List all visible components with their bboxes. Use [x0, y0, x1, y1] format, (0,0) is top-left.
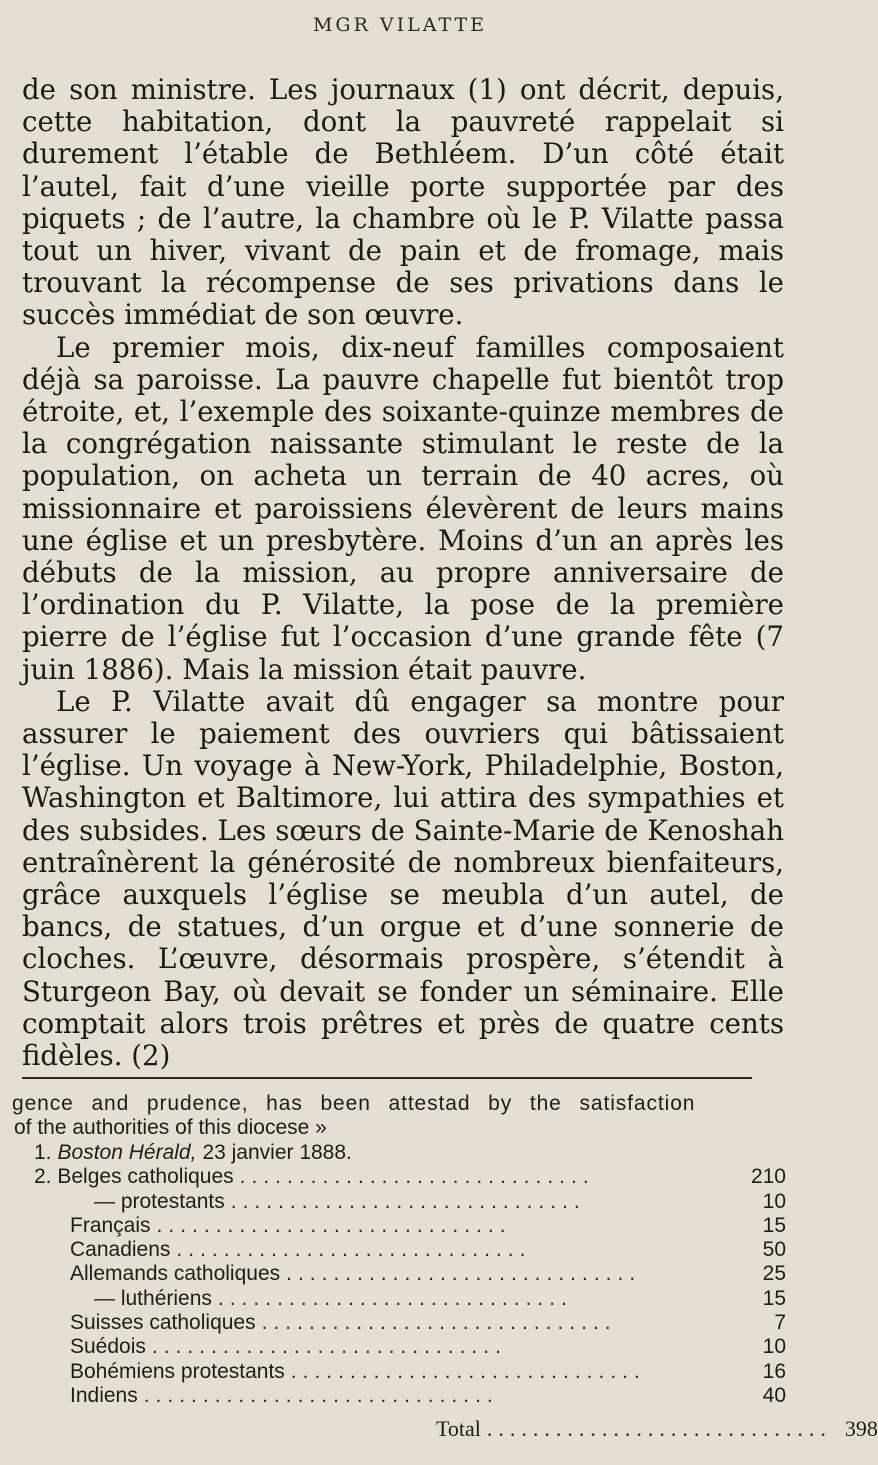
- paragraph-watch-pledge: Le P. Vilatte avait dû engager sa montre pour assurer le paiement des ouvriers qui bâtissaient l’église. Un voyage à New-York, Philadelphie, Boston, Washington et Baltimore, lui attira des sympathies et des subsides. Les sœurs de Sainte-Marie de Kenoshah entraînèrent la générosité de nombreux bienfaiteurs, grâce auxquels l’église se meubla d’un autel, de bancs, de statues, d’un orgue et d’une sonnerie de cloches. L’œuvre, désormais prospère, s’étendit à Sturgeon Bay, où devait se fonder un séminaire. Elle comptait alors trois prêtres et près de quatre cents fidèles. (2): [22, 684, 784, 1073]
- census-row: [34, 1190, 786, 1214]
- footnote-1-source: Boston Hérald,: [57, 1141, 197, 1164]
- dot-leader: ..............................: [151, 1335, 507, 1359]
- census-label: Français: [70, 1213, 151, 1237]
- census-label: Belges catholiques: [57, 1165, 234, 1189]
- census-row: [34, 1238, 786, 1262]
- main-text: [22, 74, 784, 1072]
- census-row: [34, 1360, 786, 1384]
- census-value: 210: [750, 1165, 786, 1189]
- census-value: 25: [762, 1262, 786, 1286]
- census-value: 50: [762, 1238, 786, 1262]
- census-value: 10: [762, 1189, 786, 1213]
- census-label: — luthériens: [94, 1286, 212, 1310]
- census-label: Suisses catholiques: [70, 1311, 256, 1335]
- footnote-1-number: 1.: [34, 1141, 52, 1164]
- paragraph-first-month: Le premier mois, dix-neuf familles composaient déjà sa paroisse. La pauvre chapelle fut bientôt trop étroite, et, l’exemple des soixante-quinze membres de la congrégation naissante stimulant le reste de la population, on acheta un terrain de 40 acres, où missionnaire et paroissiens élevèrent de leurs mains une église et un presbytère. Moins d’un an après les débuts de la mission, au propre anniversaire de l’ordination du P. Vilatte, la pose de la première pierre de l’église fut l’occasion d’une grande fête (7 juin 1886). Mais la mission était pauvre.: [22, 330, 784, 686]
- census-row: [34, 1262, 786, 1286]
- census-value: 15: [762, 1286, 786, 1310]
- census-label: Indiens: [70, 1383, 138, 1407]
- census-row: [34, 1165, 786, 1189]
- dot-leader: ..............................: [143, 1383, 499, 1407]
- census-label: Canadiens: [70, 1238, 171, 1262]
- census-total-label: Total: [436, 1416, 481, 1442]
- footnote-continuation-line-1: gence and prudence, has been attestad by the satisfaction: [12, 1092, 696, 1115]
- dot-leader: ..............................: [230, 1189, 586, 1213]
- dot-leader: ..............................: [239, 1165, 595, 1189]
- census-label: Allemands catholiques: [70, 1262, 281, 1286]
- census-row: [34, 1311, 786, 1335]
- census-label: — protestants: [94, 1189, 225, 1213]
- footnote-1: [34, 1141, 786, 1165]
- census-value: 40: [762, 1383, 786, 1407]
- footnote-rule: [22, 1077, 752, 1079]
- dot-leader: ..............................: [486, 1416, 832, 1442]
- census-row: [34, 1287, 786, 1311]
- census-value: 16: [762, 1359, 786, 1383]
- paragraph-continued: de son ministre. Les journaux (1) ont décrit, depuis, cette habitation, dont la pauvreté rappelait si durement l’étable de Bethléem. D’un côté était l’autel, fait d’une vieille porte supportée par des piquets ; de l’autre, la chambre où le P. Vilatte passa tout un hiver, vivant de pain et de fromage, mais trouvant la récompense de ses privations dans le succès immédiat de son œuvre.: [22, 73, 784, 332]
- dot-leader: ..............................: [156, 1213, 512, 1237]
- footnotes: [34, 1141, 878, 1442]
- footnote-2-number: 2.: [34, 1165, 52, 1189]
- census-value: 15: [762, 1213, 786, 1237]
- footnote-continuation: [12, 1092, 786, 1140]
- dot-leader: ..............................: [286, 1262, 642, 1286]
- census-value: 10: [762, 1335, 786, 1359]
- footnote-1-date: 23 janvier 1888.: [202, 1141, 352, 1164]
- census-total-row: [34, 1416, 878, 1442]
- census-row: [34, 1214, 786, 1238]
- census-label: Suédois: [70, 1335, 146, 1359]
- dot-leader: ..............................: [261, 1311, 617, 1335]
- census-row: [34, 1384, 786, 1408]
- census-value: 7: [774, 1311, 786, 1335]
- census-row: [34, 1335, 786, 1359]
- census-total-value: 398: [844, 1416, 878, 1442]
- dot-leader: ..............................: [217, 1286, 573, 1310]
- dot-leader: ..............................: [290, 1359, 646, 1383]
- running-header: MGR VILATTE: [312, 14, 488, 36]
- census-label: Bohémiens protestants: [70, 1359, 285, 1383]
- dot-leader: ..............................: [176, 1238, 532, 1262]
- footnote-continuation-line-2: of the authorities of this diocese »: [14, 1116, 327, 1139]
